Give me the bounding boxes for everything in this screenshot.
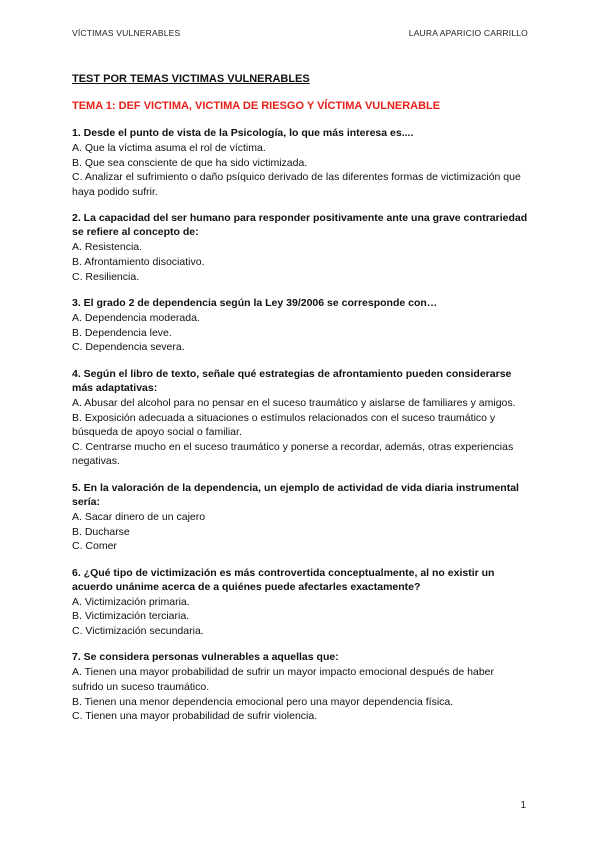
option-a: A. Victimización primaria. — [72, 595, 190, 608]
question-5 — [72, 481, 528, 554]
question-text: 7. Se considera personas vulnerables a aquellas que: — [72, 651, 339, 664]
option-b: B. Ducharse — [72, 525, 130, 538]
option-c: C. Analizar el sufrimiento o daño psíquico derivado de las diferentes formas de victimización que haya podido sufrir. — [72, 171, 521, 198]
topic-heading: TEMA 1: DEF VICTIMA, VICTIMA DE RIESGO Y VÍCTIMA VULNERABLE — [72, 100, 441, 112]
question-text: 5. En la valoración de la dependencia, un ejemplo de actividad de vida diaria instrumental sería: — [72, 481, 519, 508]
option-b: B. Que sea consciente de que ha sido victimizada. — [72, 156, 308, 169]
option-a: A. Sacar dinero de un cajero — [72, 510, 206, 523]
page-header — [72, 28, 528, 40]
option-c: C. Resiliencia. — [72, 270, 140, 283]
question-text: 4. Según el libro de texto, señale qué estrategias de afrontamiento pueden considerarse más adaptativas: — [72, 367, 512, 394]
page-number: 1 — [520, 800, 526, 811]
question-6 — [72, 566, 528, 639]
option-b: B. Afrontamiento disociativo. — [72, 255, 205, 268]
question-text: 2. La capacidad del ser humano para responder positivamente ante una grave contrariedad se refiere al concepto de: — [72, 212, 528, 239]
option-a: A. Dependencia moderada. — [72, 312, 200, 325]
option-a: A. Tienen una mayor probabilidad de sufrir un mayor impacto emocional después de haber sufrido un suceso traumático. — [72, 666, 494, 694]
header-left: VÍCTIMAS VULNERABLES — [72, 28, 181, 38]
option-a: A. Que la víctima asuma el rol de víctima. — [72, 142, 266, 154]
option-a: A. Abusar del alcohol para no pensar en el suceso traumático y aislarse de familiares y amigos. — [72, 396, 516, 409]
question-1 — [72, 126, 528, 199]
option-b: B. Tienen una menor dependencia emocional pero una mayor dependencia física. — [72, 695, 454, 708]
option-a: A. Resistencia. — [72, 241, 143, 254]
option-b: B. Victimización terciaria. — [72, 610, 190, 623]
document-body — [72, 72, 528, 736]
question-4 — [72, 367, 528, 469]
document-title: TEST POR TEMAS VICTIMAS VULNERABLES — [72, 73, 310, 85]
option-c: C. Comer — [72, 540, 117, 553]
option-b: B. Exposición adecuada a situaciones o estímulos relacionados con el suceso traumático y búsqueda de apoyo social o familiar. — [72, 411, 496, 439]
option-c: C. Centrarse mucho en el suceso traumático y ponerse a recordar, además, otras experiencias negativas. — [72, 440, 514, 468]
header-right: LAURA APARICIO CARRILLO — [408, 28, 528, 38]
option-c: C. Dependencia severa. — [72, 341, 185, 354]
question-7 — [72, 650, 528, 723]
question-text: 3. El grado 2 de dependencia según la Ley 39/2006 se corresponde con… — [72, 297, 438, 310]
question-3 — [72, 296, 528, 355]
question-2 — [72, 211, 528, 284]
option-c: C. Tienen una mayor probabilidad de sufrir violencia. — [72, 710, 318, 723]
question-text: 6. ¿Qué tipo de victimización es más controvertida conceptualmente, al no existir un acuerdo unánime acerca de a quiénes puede afectarles exactamente? — [72, 566, 495, 593]
option-b: B. Dependencia leve. — [72, 326, 172, 339]
option-c: C. Victimización secundaria. — [72, 624, 204, 637]
question-text: 1. Desde el punto de vista de la Psicología, lo que más interesa es.... — [72, 127, 414, 139]
